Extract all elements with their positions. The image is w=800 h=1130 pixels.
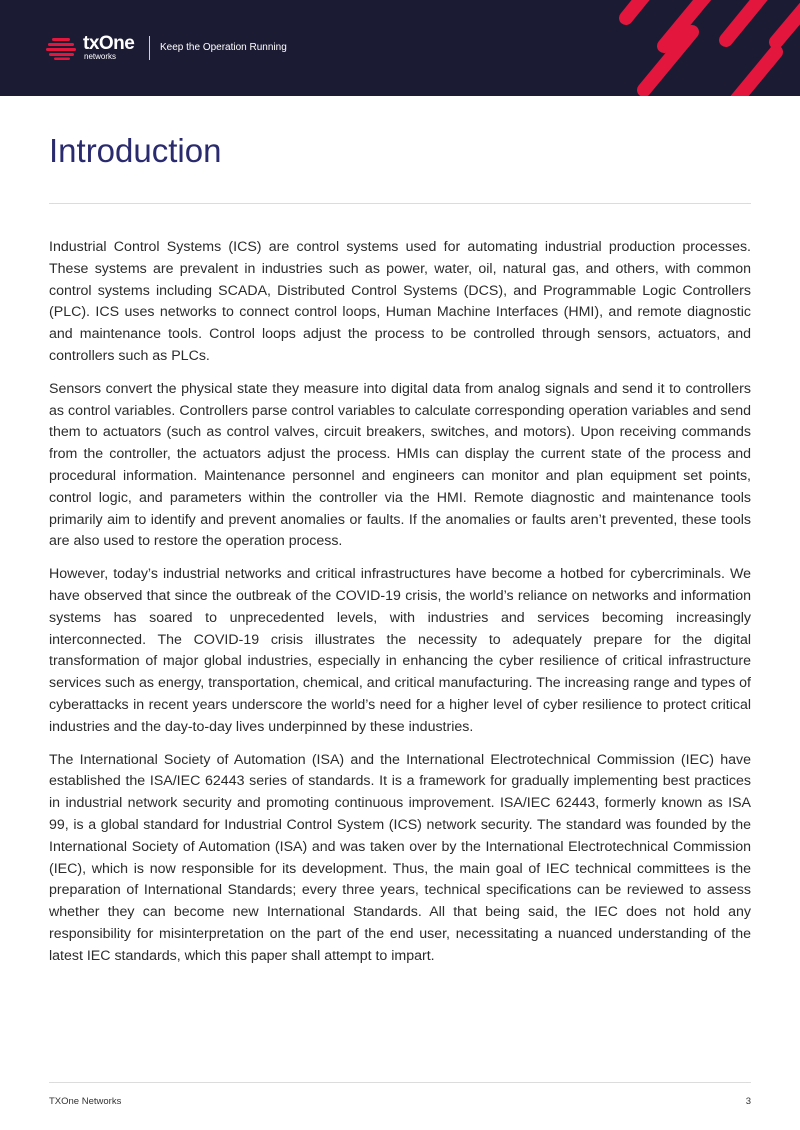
title-divider: [49, 203, 751, 204]
paragraph: Sensors convert the physical state they measure into digital data from analog signals and send it to controllers as control variables. Controllers parse control variables to calculate corresponding operation variables and send them to actuators (such as control valves, circuit breakers, switches, and motors). Upon receiving commands from the controller, the actuators adjust the process. HMIs can display the current state of the process and procedural information. Maintenance personnel and engineers can monitor and plan equipment set points, control logic, and parameters within the controller via the HMI. Remote diagnostic and maintenance tools primarily aim to identify and prevent anomalies or faults. If the anomalies or faults aren’t prevented, these tools are also used to restore the operation process.: [49, 380, 751, 550]
logo-divider: [149, 36, 150, 60]
footer-company: TXOne Networks: [49, 1096, 122, 1107]
body-text: [49, 237, 751, 979]
logo-wordmark: txOne: [83, 33, 135, 54]
paragraph: Industrial Control Systems (ICS) are control systems used for automating industrial production processes. These systems are prevalent in industries such as power, water, oil, natural gas, and others, with common control systems including SCADA, Distributed Control Systems (DCS), and Programmable Logic Controllers (PLC). ICS uses networks to connect control loops, Human Machine Interfaces (HMI), and remote diagnostic and maintenance tools. Control loops adjust the process to be controlled through sensors, actuators, and controllers such as PLCs.: [49, 239, 751, 364]
page-header: [0, 0, 800, 96]
logo-subtext: networks: [84, 52, 117, 61]
paragraph: The International Society of Automation (ISA) and the International Electrotechnical Commission (IEC) have established the ISA/IEC 62443 series of standards. It is a framework for gradually implementing best practices in industrial network security and promoting continuous improvement. ISA/IEC 62443, formerly known as ISA 99, is a global standard for Industrial Control System (ICS) network security. The standard was founded by the International Society of Automation (ISA) and was taken over by the International Electrotechnical Commission (IEC), which is now responsible for its development. Thus, the main goal of IEC technical committees is the preparation of International Standards; every three years, technical specifications can be reviewed to assess whether they can become new International Standards. All that being said, the IEC does not hold any responsibility for misinterpretation on the part of the end user, necessitating a nuanced understanding of the latest IEC standards, which this paper shall attempt to impart.: [49, 751, 751, 964]
paragraph: However, today’s industrial networks and critical infrastructures have become a hotbed for cybercriminals. We have observed that since the outbreak of the COVID-19 crisis, the world’s reliance on networks and information systems has soared to unprecedented levels, with industries and services becoming increasingly interconnected. The COVID-19 crisis illustrates the necessity to adequately prepare for the digital transformation of major global industries, especially in enhancing the cyber resilience of critical infrastructure services such as energy, transportation, chemical, and critical manufacturing. The increasing range and types of cyberattacks in recent years underscore the world’s need for a higher level of cyber resilience to protect critical industries and the day-to-day lives underpinned by these industries.: [49, 566, 751, 735]
header-tagline: Keep the Operation Running: [160, 42, 287, 53]
footer-divider: [49, 1082, 751, 1083]
txone-logo-icon: [46, 36, 80, 60]
page-number: 3: [745, 1096, 751, 1107]
page-title: Introduction: [49, 132, 222, 169]
decorative-stripes: [600, 0, 800, 96]
